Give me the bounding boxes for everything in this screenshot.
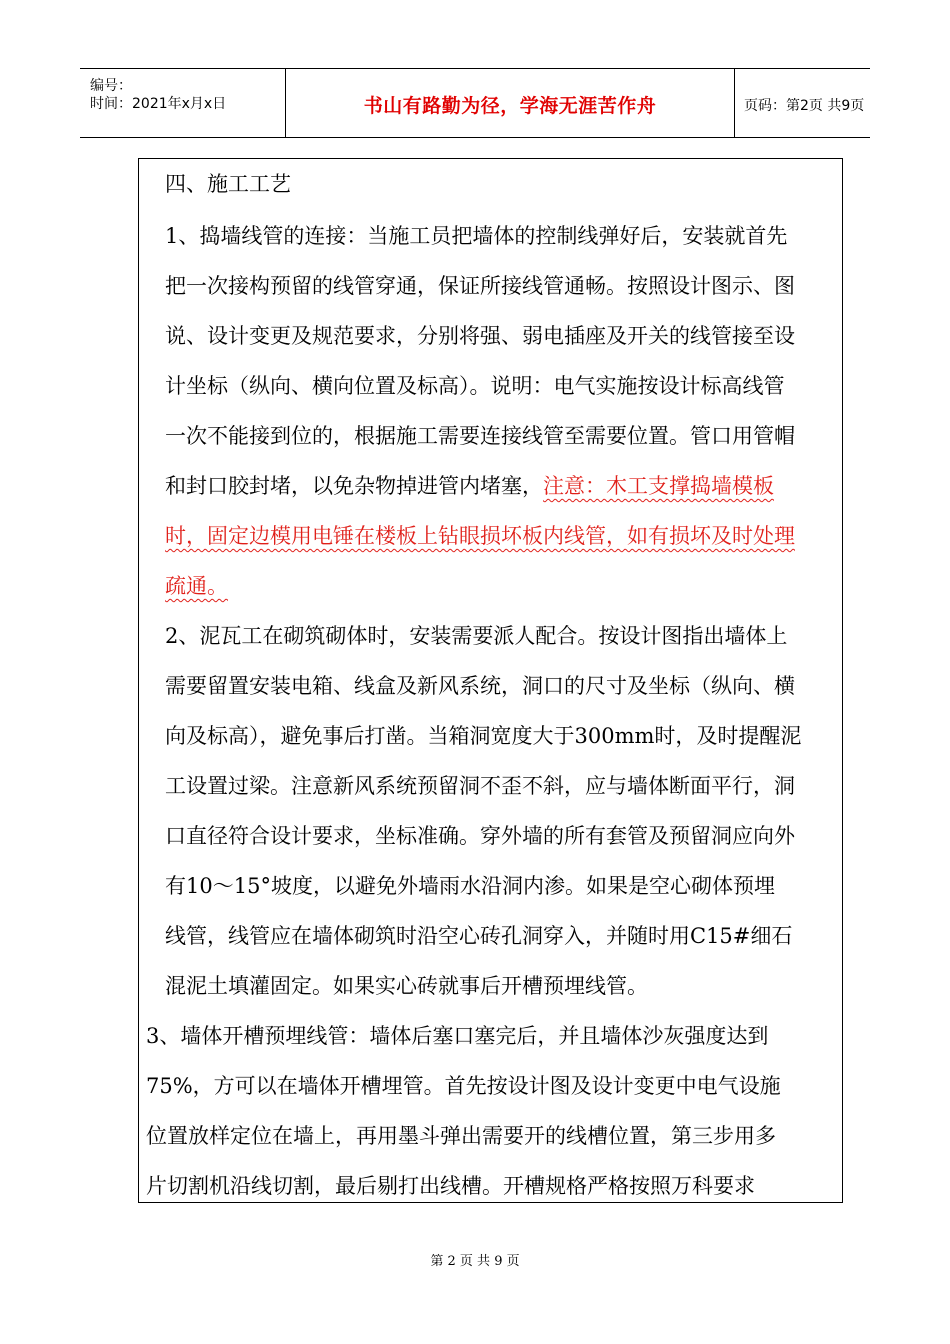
text-line [165, 476, 774, 497]
highlighted-note-line: 时，固定边模用电锤在楼板上钻眼损坏板内线管，如有损坏及时处理 [165, 524, 795, 548]
text-line: 1、捣墙线管的连接：当施工员把墙体的控制线弹好后，安装就首先 [165, 224, 788, 248]
text-line: 计坐标（纵向、横向位置及标高）。说明：电气实施按设计标高线管 [165, 374, 785, 398]
text-line: 线管，线管应在墙体砌筑时沿空心砖孔洞穿入，并随时用C15#细石 [165, 924, 793, 948]
page-footer: 第 2 页 共 9 页 [430, 1254, 520, 1269]
header-left-cell [80, 69, 285, 137]
text-line: 一次不能接到位的，根据施工需要连接线管至需要位置。管口用管帽 [165, 424, 795, 448]
text-line: 片切割机沿线切割，最后剔打出线槽。开槽规格严格按照万科要求 [146, 1174, 755, 1198]
text-line: 2、泥瓦工在砌筑砌体时，安装需要派人配合。按设计图指出墙体上 [165, 624, 788, 648]
highlighted-note-line: 疏通。 [165, 574, 228, 598]
text-line: 75%，方可以在墙体开槽埋管。首先按设计图及设计变更中电气设施 [146, 1074, 781, 1098]
text-line: 位置放样定位在墙上，再用墨斗弹出需要开的线槽位置，第三步用多 [146, 1124, 776, 1148]
header-page-info: 页码：第2页 共9页 [744, 98, 865, 114]
text-line: 工设置过梁。注意新风系统预留洞不歪不斜，应与墙体断面平行，洞 [165, 774, 795, 798]
text-line: 口直径符合设计要求，坐标准确。穿外墙的所有套管及预留洞应向外 [165, 824, 795, 848]
text-line: 说、设计变更及规范要求，分别将强、弱电插座及开关的线管接至设 [165, 324, 795, 348]
text-line: 向及标高），避免事后打凿。当箱洞宽度大于300mm时，及时提醒泥 [165, 724, 802, 748]
header-middle-cell [285, 69, 735, 137]
serial-label: 编号： [90, 78, 132, 94]
text-segment: 和封口胶封堵，以免杂物掉进管内堵塞， [165, 474, 543, 498]
page-header [80, 68, 870, 138]
section-heading: 四、施工工艺 [165, 172, 291, 196]
highlighted-note: 注意：木工支撑捣墙模板 [543, 474, 774, 498]
time-label: 时间：2021年x月x日 [90, 96, 227, 112]
text-line: 混泥土填灌固定。如果实心砖就事后开槽预埋线管。 [165, 974, 648, 998]
text-line: 把一次接构预留的线管穿通，保证所接线管通畅。按照设计图示、图 [165, 274, 795, 298]
text-line: 有10～15°坡度，以避免外墙雨水沿洞内渗。如果是空心砌体预埋 [165, 874, 775, 898]
header-right-cell [734, 69, 870, 137]
motto: 书山有路勤为径，学海无涯苦作舟 [363, 95, 657, 117]
text-line: 3、墙体开槽预埋线管：墙体后塞口塞完后，并且墙体沙灰强度达到 [146, 1024, 769, 1048]
text-line: 需要留置安装电箱、线盒及新风系统，洞口的尺寸及坐标（纵向、横 [165, 674, 795, 698]
